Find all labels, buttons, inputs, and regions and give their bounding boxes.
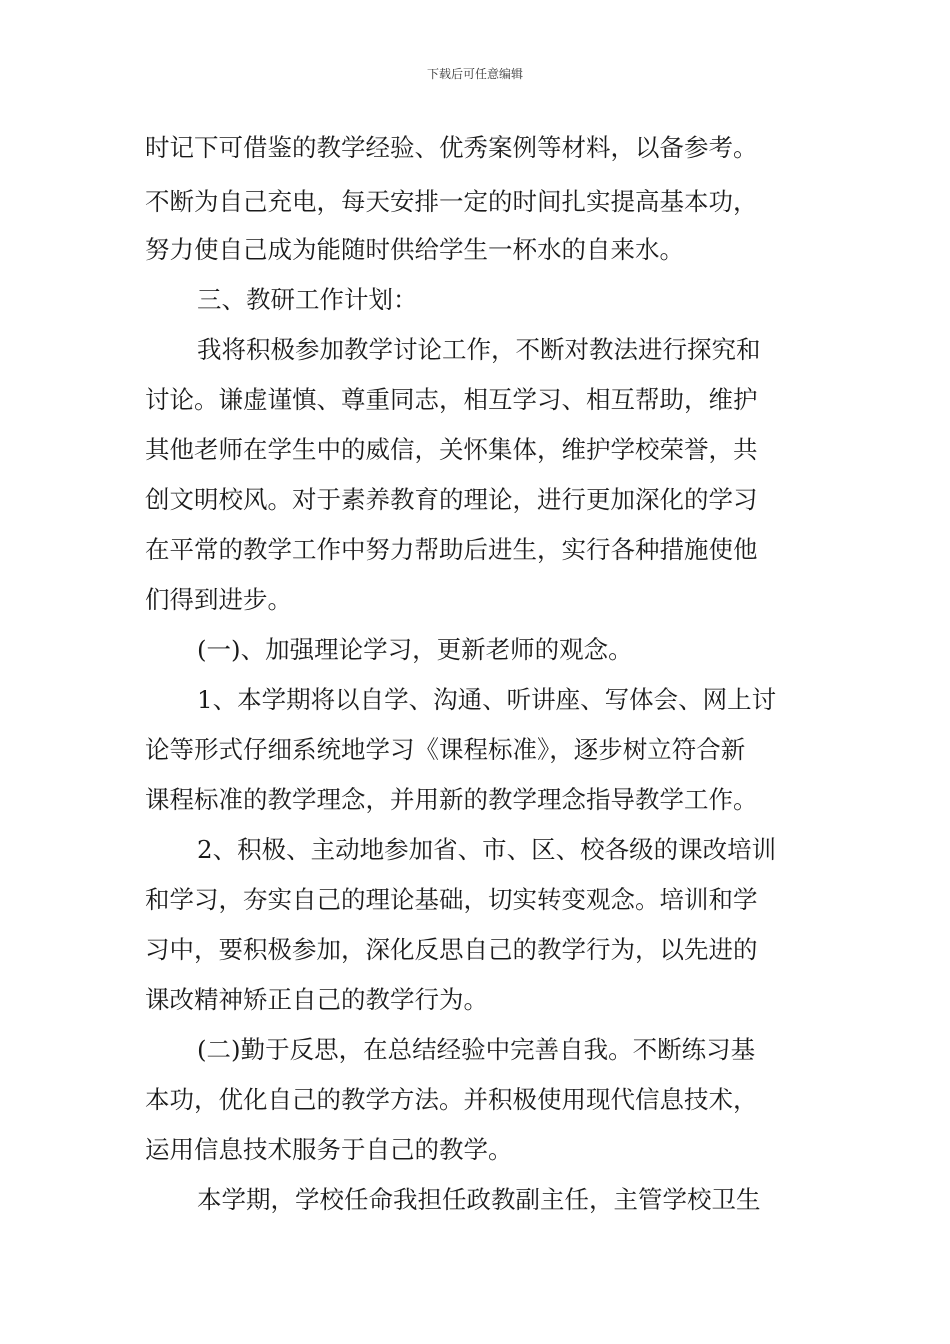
section-heading: 三、教研工作计划：	[197, 285, 418, 314]
text-line: 1、本学期将以自学、沟通、听讲座、写体会、网上讨	[197, 685, 777, 714]
text-line: 不断为自己充电，每天安排一定的时间扎实提高基本功，	[145, 187, 758, 216]
text-line: 课改精神矫正自己的教学行为。	[145, 985, 488, 1014]
page-header: 下载后可任意编辑	[426, 67, 523, 81]
text-line: 在平常的教学工作中努力帮助后进生，实行各种措施使他	[145, 535, 758, 564]
text-line: 努力使自己成为能随时供给学生一杯水的自来水。	[145, 235, 684, 264]
text-line: 创文明校风。对于素养教育的理论，进行更加深化的学习	[145, 485, 758, 514]
text-line: 课程标准的教学理念，并用新的教学理念指导教学工作。	[145, 785, 758, 814]
text-line: 我将积极参加教学讨论工作，不断对教法进行探究和	[197, 335, 761, 364]
text-line: 讨论。谦虚谨慎、尊重同志，相互学习、相互帮助，维护	[145, 385, 758, 414]
text-line: 习中，要积极参加，深化反思自己的教学行为，以先进的	[145, 935, 758, 964]
text-line: 时记下可借鉴的教学经验、优秀案例等材料，以备参考。	[145, 133, 758, 162]
subsection-heading: (一)、加强理论学习，更新老师的观念。	[197, 635, 633, 664]
text-line: 其他老师在学生中的威信，关怀集体，维护学校荣誉，共	[145, 435, 758, 464]
text-line: 2、积极、主动地参加省、市、区、校各级的课改培训	[197, 835, 777, 864]
text-line: 们得到进步。	[145, 585, 292, 614]
text-line: 本功，优化自己的教学方法。并积极使用现代信息技术，	[145, 1085, 758, 1114]
text-line: 论等形式仔细系统地学习《课程标准》，逐步树立符合新	[145, 735, 746, 764]
subsection-heading: (二)勤于反思，在总结经验中完善自我。不断练习基	[197, 1035, 756, 1064]
text-line: 本学期，学校任命我担任政教副主任，主管学校卫生	[197, 1185, 761, 1214]
text-line: 和学习，夯实自己的理论基础，切实转变观念。培训和学	[145, 885, 758, 914]
text-line: 运用信息技术服务于自己的教学。	[145, 1135, 513, 1164]
